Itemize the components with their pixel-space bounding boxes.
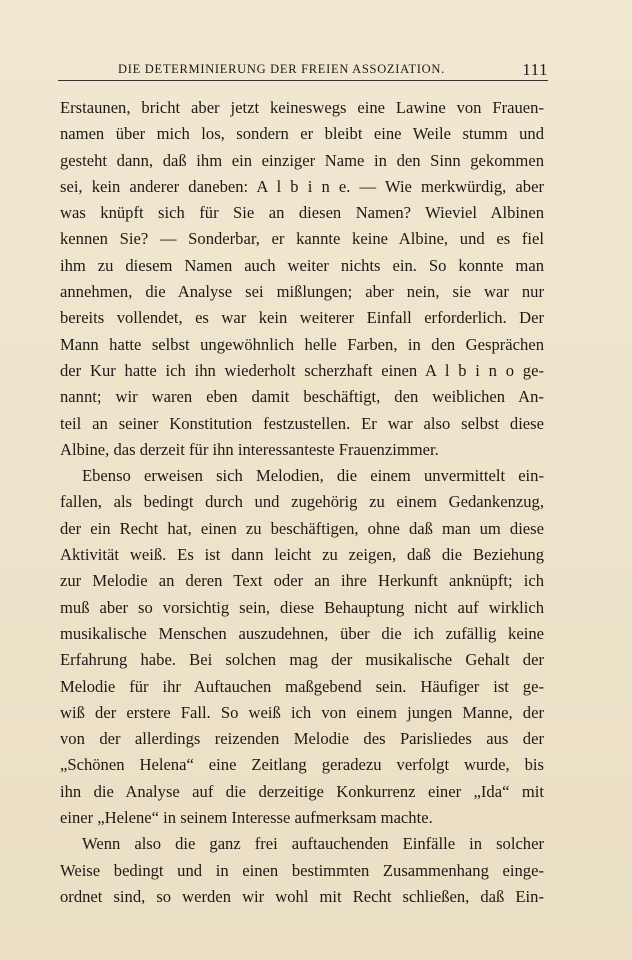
text-line: Aktivität weiß. Es ist dann leicht zu zeigen, daß die Beziehung (60, 545, 544, 565)
text-line: Albine, das derzeit für ihn interessanteste Frauenzimmer. (60, 439, 439, 459)
text-line: kennen Sie? — Sonderbar, er kannte keine Albine, und es fiel (60, 229, 544, 249)
text-line: annehmen, die Analyse sei mißlungen; aber nein, sie war nur (60, 282, 544, 302)
text-line: zur Melodie an deren Text oder an ihre Herkunft anknüpft; ich (60, 571, 544, 591)
text-line: musikalische Menschen auszudehnen, über die ich zufällig keine (60, 623, 544, 643)
text-line: wiß der erstere Fall. So weiß ich von einem jungen Manne, der (60, 702, 544, 722)
running-head-title: DIE DETERMINIERUNG DER FREIEN ASSOZIATION. (118, 62, 445, 76)
body-text (60, 95, 544, 910)
text-line: Weise bedingt und in einen bestimmten Zusammenhang einge- (60, 860, 544, 880)
text-line: muß aber so vorsichtig sein, diese Behauptung nicht auf wirklich (60, 597, 544, 617)
page-number: 111 (522, 60, 548, 79)
text-line: Erstaunen, bricht aber jetzt keineswegs eine Lawine von Frauen- (60, 98, 544, 117)
text-line: Wenn also die ganz frei auftauchenden Einfälle in solcher (82, 834, 544, 854)
text-line: teil an seiner Konstitution festzustellen. Er war also selbst diese (60, 413, 544, 433)
text-line: von der allerdings reizenden Melodie des Parisliedes aus der (60, 729, 544, 749)
header-rule (58, 80, 548, 81)
text-line: was knüpft sich für Sie an diesen Namen? Wieviel Albinen (60, 203, 544, 223)
text-line: der Kur hatte ich ihn wiederholt scherzhaft einen A l b i n o ge- (60, 360, 544, 380)
text-line: namen über mich los, sondern er bleibt eine Weile stumm und (60, 124, 544, 144)
text-line: Ebenso erweisen sich Melodien, die einem unvermittelt ein- (82, 466, 544, 486)
running-head (58, 60, 548, 82)
text-line: gesteht dann, daß ihm ein einziger Name in den Sinn gekommen (60, 150, 544, 170)
text-line: einer „Helene“ in seinem Interesse aufmerksam machte. (60, 808, 433, 828)
text-line: der ein Recht hat, einen zu beschäftigen, ohne daß man um diese (60, 518, 544, 538)
text-line: „Schönen Helena“ eine Zeitlang geradezu verfolgt wurde, bis (60, 755, 544, 775)
text-line: sei, kein anderer daneben: A l b i n e. — Wie merkwürdig, aber (60, 176, 544, 196)
text-line: nannt; wir waren eben damit beschäftigt, den weiblichen An- (60, 387, 544, 407)
text-line: Mann hatte selbst ungewöhnlich helle Farben, in den Gesprächen (60, 334, 544, 354)
text-line: ihn die Analyse auf die derzeitige Konkurrenz einer „Ida“ mit (60, 781, 544, 801)
text-line: ordnet sind, so werden wir wohl mit Recht schließen, daß Ein- (60, 886, 544, 906)
text-line: ihm zu diesem Namen auch weiter nichts ein. So konnte man (60, 255, 544, 275)
text-line: fallen, als bedingt durch und zugehörig zu einem Gedankenzug, (60, 492, 544, 512)
text-line: Erfahrung habe. Bei solchen mag der musikalische Gehalt der (60, 650, 544, 670)
text-line: bereits vollendet, es war kein weiterer Einfall erforderlich. Der (60, 308, 544, 328)
text-line: Melodie für ihr Auftauchen maßgebend sein. Häufiger ist ge- (60, 676, 544, 696)
